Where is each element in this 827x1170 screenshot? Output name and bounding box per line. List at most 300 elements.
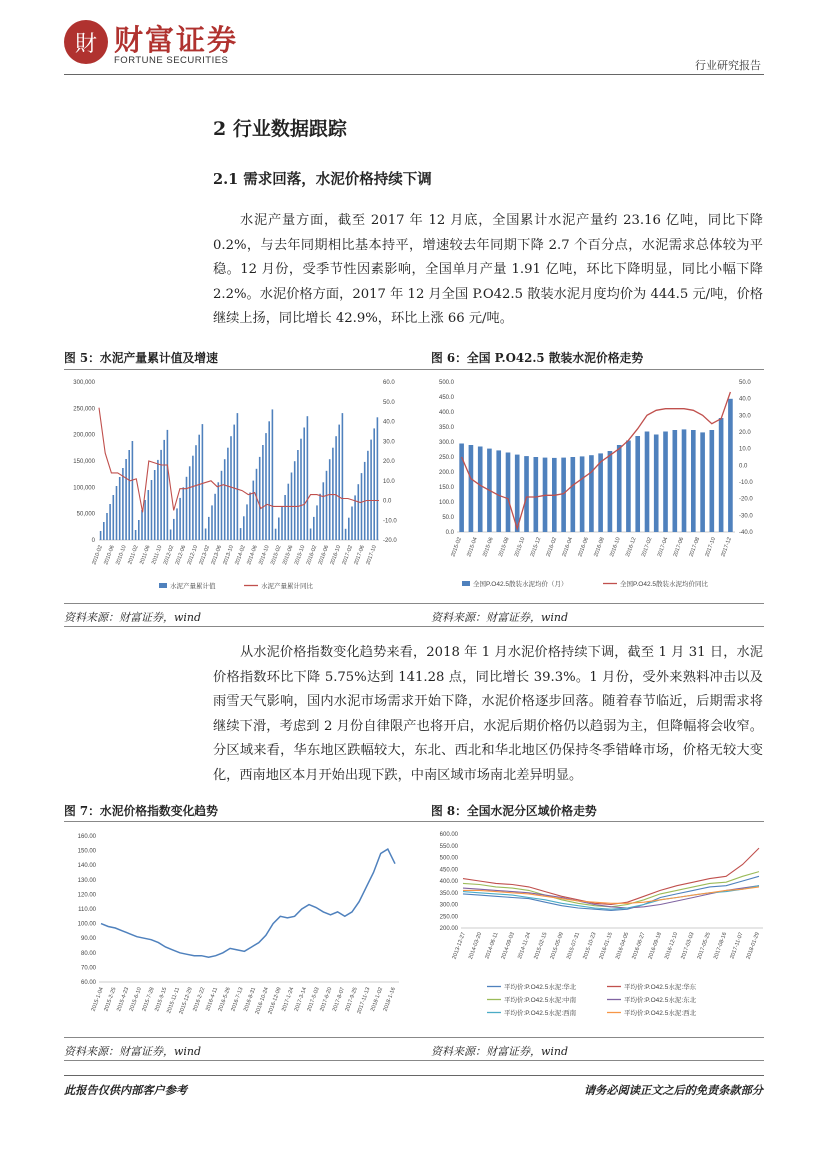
fig5-bar [186, 477, 188, 540]
fig8-y-tick: 250.00 [439, 914, 458, 921]
fig5-bar [138, 520, 140, 540]
fig6-x-tick: 2017-10 [704, 536, 717, 558]
fig6-x-tick: 2016-08 [593, 536, 606, 558]
fig8-x-tick: 2016-12-10 [663, 931, 680, 961]
fig5-x-tick: 2010-02 [91, 544, 104, 566]
fig5-bar [132, 441, 134, 540]
fig8-x-tick: 2015-10-23 [582, 931, 598, 961]
fig6-bar [469, 445, 474, 532]
fig5-bar [192, 456, 194, 540]
fig5-x-tick: 2012-06 [174, 544, 188, 566]
fig7-x-tick: 2016-8-31 [243, 986, 258, 1013]
paragraph-2: 从水泥价格指数变化趋势来看，2018 年 1 月水泥价格持续下调，截至 1 月 31 日，水泥价格指数环比下降 5.75%达到 141.28 点，同比增长 39.3%。1 月份，受外来熟料冲击以及雨雪天气影响，国内水泥市场需求开始下降，水泥价格逐步回落。随着春节临近，后期需求将继续下滑，考虑到 2 月份自律限产也将开启，水泥后期价格仍以趋弱为主，但降幅将会收窄。分区域来看，华东地区跌幅较大，东北、西北和华北地区仍保持冬季错峰市场，价格无较大变化，西南地区本月开始出现下跌，中南区域市场南北差异明显。 [213, 645, 763, 783]
fig5-bar [195, 445, 197, 540]
fig5-right-tick: 20.0 [383, 459, 395, 465]
fig6-title: 图 6：全国 P.O42.5 散装水泥价格走势 [431, 351, 644, 365]
fig5-right-tick: 10.0 [383, 478, 395, 485]
fig6-left-tick: 250.0 [438, 455, 454, 461]
fig8-x-tick: 2014-09-03 [500, 931, 516, 961]
fig6-right-tick: 50.0 [739, 380, 751, 386]
fig6-bar [580, 456, 585, 532]
fig7-x-tick: 2016-4-11 [205, 986, 220, 1012]
fig5-bar [300, 439, 302, 540]
fig5-bar [218, 482, 220, 540]
fig5-x-tick: 2013-06 [210, 544, 224, 566]
fig6-bar [728, 399, 733, 532]
fig5-bar [163, 440, 165, 540]
fig5-bar [240, 528, 242, 540]
fig6-right-tick: -30.0 [739, 513, 753, 520]
fig5-bar [233, 425, 235, 540]
fig5-x-tick: 2011-02 [127, 544, 140, 566]
fig7-y-tick: 60.00 [80, 980, 96, 986]
fig5-bar [119, 477, 121, 540]
fig8-x-tick: 2014-11-24 [517, 931, 533, 960]
fig6-bar [673, 430, 678, 532]
fig5-right-tick: -10.0 [383, 518, 397, 525]
fig5-bar [243, 516, 245, 540]
fig7-x-tick: 2015-6-10 [128, 986, 143, 1013]
fig5-bar [183, 487, 185, 540]
fig8-x-tick: 2017-08-16 [712, 931, 729, 961]
fig5-bar [303, 428, 305, 541]
fig6-bar [635, 436, 640, 532]
fig8-x-tick: 2015-07-31 [565, 931, 582, 961]
fig8-y-tick: 550.00 [439, 843, 458, 850]
fig5-bar [294, 461, 296, 540]
fig5-bar [141, 510, 143, 540]
fig5-bar [358, 484, 360, 540]
footer-rule [64, 1075, 764, 1076]
section-title: 2 行业数据跟踪 [213, 118, 347, 140]
fig5-bar [249, 493, 251, 541]
fig6-x-tick: 2015-06 [482, 536, 495, 558]
fig7-source: 资料来源：财富证券，wind [64, 1045, 202, 1058]
fig5-right-tick: 30.0 [383, 439, 395, 446]
fig8-x-tick: 2017-11-07 [729, 931, 745, 960]
fig6-x-tick: 2017-06 [672, 536, 686, 558]
fig5-bar [370, 440, 372, 540]
fig7-x-tick: 2015-4-23 [116, 986, 131, 1013]
fig6-x-tick: 2016-04 [561, 536, 575, 558]
fig6-bar [524, 456, 529, 532]
fig5-x-tick: 2017-06 [353, 544, 366, 566]
fig5-bar [284, 495, 286, 540]
fig5-bar [208, 517, 210, 540]
fig5-left-tick: 100,000 [73, 485, 95, 492]
fig7-title: 图 7：水泥价格指数变化趋势 [64, 804, 218, 818]
fig5-x-tick: 2017-02 [341, 544, 355, 566]
fig5-bar [256, 469, 258, 540]
fig6-x-tick: 2015-08 [497, 536, 511, 558]
fig8-y-tick: 200.00 [439, 926, 458, 932]
fig5-bar [246, 504, 248, 540]
fig6-left-tick: 0.0 [445, 530, 454, 536]
fig6-bar [682, 429, 687, 532]
fig6-bar [691, 430, 696, 532]
fig7-y-tick: 80.00 [80, 950, 96, 957]
fig8-x-tick: 2016-06-27 [631, 931, 647, 961]
fig6-x-tick: 2016-12 [625, 536, 638, 558]
fig5-x-tick: 2012-10 [186, 544, 200, 566]
fig5-bar [103, 522, 105, 540]
subsection-title: 2.1 需求回落，水泥价格持续下调 [213, 171, 432, 188]
fig6-bar [700, 432, 705, 532]
fig5-left-tick: 0 [91, 538, 95, 544]
fig6-x-tick: 2017-04 [656, 536, 670, 558]
fig6-x-tick: 2017-08 [688, 536, 702, 558]
fig6-x-tick: 2017-02 [640, 536, 654, 558]
fig8-x-tick: 2015-02-15 [533, 931, 549, 961]
fig5-growth-line [99, 408, 379, 513]
fig5-bar [202, 424, 204, 540]
fig7-x-tick: 2017-8-07 [331, 986, 347, 1013]
footer-right: 请务必阅读正文之后的免责条款部分 [583, 1083, 763, 1097]
fig7-y-tick: 100.00 [77, 921, 96, 928]
fig5-bar [224, 459, 226, 540]
fig8-source: 资料来源：财富证券，wind [431, 1045, 569, 1058]
fig8-legend-0-label: 平均价:P.O42.5水泥:华北 [504, 984, 577, 991]
fig6-bar [534, 457, 539, 532]
fig8-y-tick: 600.00 [439, 832, 458, 838]
fig6-x-tick: 2016-06 [577, 536, 590, 558]
fig5-bar [179, 498, 181, 540]
fig7-y-tick: 70.00 [80, 965, 96, 972]
fig6-left-tick: 100.0 [438, 500, 454, 506]
fig6-bar [617, 445, 622, 532]
fig5-x-tick: 2016-10 [329, 544, 343, 566]
fig5-bar [297, 450, 299, 540]
fig6-legend-bar-label: 全国P.O42.5散装水泥均价（月） [473, 581, 568, 588]
fig6-bar [478, 447, 483, 533]
fig5-chart [64, 372, 414, 600]
fig6-bar [654, 435, 659, 533]
fig5-x-tick: 2011-06 [139, 544, 152, 566]
fig8-title: 图 8：全国水泥分区域价格走势 [431, 804, 597, 818]
fig6-right-tick: -40.0 [739, 530, 753, 536]
brand-name-en: FORTUNE SECURITIES [114, 55, 229, 66]
fig6-right-tick: 20.0 [739, 430, 751, 436]
fig5-bar [332, 448, 334, 540]
fig5-bar [342, 413, 344, 540]
fig-row2-bottom-rule [64, 1037, 764, 1038]
fig5-bar [144, 500, 146, 540]
fig7-x-tick: 2015-11-11 [166, 986, 182, 1015]
fig6-bar [496, 450, 501, 532]
fig5-x-tick: 2010-10 [115, 544, 128, 566]
fig5-x-tick: 2017-10 [365, 544, 378, 566]
fig5-title: 图 5：水泥产量累计值及增速 [64, 351, 218, 365]
fig5-left-tick: 150,000 [73, 459, 95, 465]
fig8-x-tick: 2017-05-25 [696, 931, 712, 961]
fig6-right-tick: -10.0 [739, 480, 753, 486]
fig7-x-tick: 2017-5-03 [306, 986, 321, 1013]
fig6-right-tick: 30.0 [739, 413, 751, 420]
fig5-bar [354, 495, 356, 540]
fig5-right-tick: 40.0 [383, 419, 395, 426]
fig7-x-tick: 2016-7-13 [230, 986, 245, 1013]
fig6-bar [571, 457, 576, 532]
fig8-y-tick: 450.00 [439, 867, 458, 874]
footer-left: 此报告仅供内部客户参考 [64, 1083, 188, 1097]
fig5-legend-bar-label: 水泥产量累计值 [170, 583, 216, 590]
fig5-bar [367, 451, 369, 540]
fig7-x-tick: 2016-2-22 [192, 986, 207, 1013]
fig5-x-tick: 2014-02 [234, 544, 247, 566]
fig6-left-tick: 50.0 [442, 515, 454, 521]
fig5-bar [189, 466, 191, 540]
fig5-bar [237, 413, 239, 540]
fig7-x-tick: 2017-6-20 [319, 986, 334, 1013]
fig8-x-tick: 2016-09-18 [647, 931, 663, 961]
fig5-bar [338, 425, 340, 540]
fig6-x-tick: 2015-10 [513, 536, 527, 558]
fig5-left-tick: 300,000 [73, 380, 95, 386]
fig5-bar [262, 445, 264, 540]
paragraph-1: 水泥产量方面，截至 2017 年 12 月底，全国累计水泥产量约 23.16 亿吨，同比下降 0.2%，与去年同期相比基本持平，增速较去年同期下降 2.7 个百分点，水泥需求总体较为平稳。12 月份，受季节性因素影响，全国单月产量 1.91 亿吨，环比下降明显，同比小幅下降 2.2%。水泥价格方面，2017 年 12 月全国 P.O42.5 散装水泥月度均价为 444.5 元/吨，价格继续上扬，同比增长 42.9%，环比上涨 66 元/吨。 [213, 213, 763, 327]
fig7-y-tick: 130.00 [77, 877, 96, 884]
fig5-bar [167, 430, 169, 540]
brand-name-cn: 财富证券 [114, 23, 239, 57]
fig5-left-tick: 200,000 [73, 432, 95, 439]
fig5-bar [205, 529, 207, 541]
fig5-right-tick: -20.0 [383, 538, 397, 544]
fig8-y-tick: 400.00 [439, 879, 458, 885]
fig7-index-line [101, 849, 395, 957]
fig6-chart [427, 372, 767, 600]
fig8-legend-3-label: 平均价:P.O42.5水泥:东北 [624, 997, 697, 1004]
header-rule [64, 74, 764, 75]
fig5-x-tick: 2012-02 [162, 544, 176, 566]
fig5-bar [198, 435, 200, 540]
fig5-x-tick: 2010-06 [103, 544, 116, 566]
fig5-bar [151, 480, 153, 540]
fig6-x-tick: 2017-12 [720, 536, 733, 558]
fig5-bar [373, 428, 375, 540]
fig5-x-tick: 2011-10 [151, 544, 164, 566]
fig5-bar [176, 508, 178, 540]
fig8-legend-1-label: 平均价:P.O42.5水泥:华东 [624, 984, 697, 991]
fig5-legend-line-label: 水泥产量累计同比 [261, 583, 313, 590]
fig8-legend-5-label: 平均价:P.O42.5水泥:西北 [624, 1010, 697, 1017]
fig7-x-tick: 2017-9-25 [344, 986, 359, 1013]
fig7-x-tick: 2016-5-26 [217, 986, 232, 1013]
fig5-bar [100, 531, 102, 540]
fig7-y-tick: 110.00 [78, 907, 96, 913]
fig5-right-tick: 0.0 [383, 498, 392, 505]
fig7-y-tick: 90.00 [80, 936, 96, 943]
fig8-legend-4-label: 平均价:P.O42.5水泥:西南 [504, 1010, 577, 1017]
fig6-bar [608, 451, 613, 532]
fig5-bar [268, 421, 270, 540]
fig5-bar [211, 505, 213, 540]
fig5-bar [173, 519, 175, 540]
fig6-bar [598, 453, 603, 532]
fig5-bar [335, 436, 337, 540]
fig-row2-source-rule [64, 1060, 764, 1061]
fig5-x-tick: 2013-10 [222, 544, 235, 566]
fig6-x-tick: 2015-04 [466, 536, 479, 558]
fig8-x-tick: 2016-01-15 [598, 931, 614, 961]
fig7-y-tick: 160.00 [77, 834, 96, 840]
fig6-left-tick: 150.0 [438, 485, 454, 491]
fig5-bar [313, 517, 315, 540]
fig7-x-tick: 2015-2-25 [103, 986, 118, 1013]
fig7-y-tick: 140.00 [77, 863, 96, 870]
fig6-x-tick: 2016-10 [609, 536, 622, 558]
fig6-source: 资料来源：财富证券，wind [431, 611, 569, 624]
fig-row1-source-rule [64, 626, 764, 627]
fig5-bar [170, 530, 172, 541]
fig5-bar [253, 481, 255, 540]
fig8-x-tick: 2017-03-03 [680, 931, 696, 961]
fig5-bar [135, 530, 137, 540]
report-type: 行业研究报告 [695, 59, 761, 72]
fig8-x-tick: 2014-06-11 [484, 931, 500, 960]
fig6-bar [561, 458, 566, 532]
fig5-bar [148, 490, 150, 540]
fig8-y-tick: 300.00 [439, 902, 458, 909]
fig6-left-tick: 300.0 [438, 440, 454, 446]
fig5-bar [316, 505, 318, 540]
fig7-x-tick: 2016-10-24 [254, 986, 270, 1016]
fig8-y-tick: 350.00 [439, 890, 458, 897]
fig6-left-tick: 500.0 [438, 380, 454, 386]
fig7-y-tick: 120.00 [77, 892, 96, 899]
fig8-x-tick: 2013-12-27 [451, 931, 467, 961]
fig6-bar [719, 418, 724, 532]
fig6-left-tick: 200.0 [438, 470, 454, 476]
fig5-bar [319, 494, 321, 540]
fig5-x-tick: 2013-02 [198, 544, 212, 566]
fig5-x-tick: 2014-10 [258, 544, 271, 566]
fig7-x-tick: 2015-1-04 [90, 986, 105, 1013]
fig-row2-top-rule [64, 821, 764, 822]
fig5-bar [157, 460, 159, 540]
fig5-bar [326, 471, 328, 540]
fig-row1-bottom-rule [64, 603, 764, 604]
fig5-bar [106, 513, 108, 540]
fig5-x-tick: 2016-02 [305, 544, 319, 566]
fig7-x-tick: 2017-3-14 [293, 986, 309, 1013]
fig5-x-tick: 2015-06 [281, 544, 295, 566]
fig5-bar [214, 494, 216, 540]
fig6-bar [710, 430, 715, 532]
fig5-x-tick: 2015-10 [293, 544, 307, 566]
fig6-bar [589, 455, 594, 532]
fig5-bar [160, 450, 162, 540]
fig6-legend-line-label: 全国P.O42.5散装水泥均价同比 [620, 581, 709, 588]
fig8-series-line-1 [463, 848, 759, 904]
fig5-bar [345, 529, 347, 540]
fig5-bar [307, 416, 309, 540]
fig5-bar [272, 409, 274, 540]
fig5-bar [116, 486, 118, 540]
fig6-legend-bar-swatch [462, 581, 470, 586]
fig5-bar [122, 468, 124, 540]
fig5-x-tick: 2016-06 [317, 544, 331, 566]
fig6-x-tick: 2015-12 [529, 536, 543, 558]
fig5-left-tick: 250,000 [73, 406, 95, 413]
fig7-y-tick: 150.00 [77, 848, 96, 855]
fig5-x-tick: 2015-02 [270, 544, 283, 566]
fig5-bar [361, 473, 363, 540]
fig7-chart [64, 824, 414, 1034]
fig5-bar [348, 518, 350, 540]
fig8-chart [427, 824, 767, 1034]
fig5-bar [329, 459, 331, 540]
fig8-series-line-2 [463, 872, 759, 907]
fig5-legend-bar-swatch [159, 583, 167, 588]
fig5-bar [310, 529, 312, 541]
fig7-x-tick: 2015-12-29 [178, 986, 194, 1016]
fig5-bar [221, 471, 223, 540]
fig6-bar [459, 444, 464, 533]
fig5-bar [128, 450, 130, 540]
fig5-right-tick: 60.0 [383, 380, 395, 386]
fig-row1-top-rule [64, 369, 764, 370]
fig5-bar [278, 518, 280, 541]
fig5-bar [154, 470, 156, 540]
fig8-x-tick: 2018-01-29 [745, 931, 761, 961]
fig7-x-tick: 2017-11-13 [356, 986, 372, 1015]
fig6-bar [515, 455, 520, 532]
fig7-x-tick: 2015-7-28 [141, 986, 156, 1013]
fig6-right-tick: -20.0 [739, 496, 753, 503]
fig6-bar [645, 432, 650, 533]
fig5-bar [109, 504, 111, 540]
fig5-bar [275, 529, 277, 540]
fig6-x-tick: 2015-02 [450, 536, 463, 558]
fig7-x-tick: 2016-12-09 [267, 986, 283, 1016]
fig5-bar [230, 436, 232, 540]
fig5-bar [281, 506, 283, 540]
fig6-bar [663, 432, 668, 533]
fig5-bar [125, 459, 127, 540]
logo-icon: 財 [64, 20, 108, 64]
fig5-bar [265, 433, 267, 540]
fig6-bar [626, 441, 631, 533]
fig5-bar [377, 417, 379, 540]
fig7-x-tick: 2018-1-16 [382, 986, 397, 1013]
fig5-bar [227, 448, 229, 540]
fig7-x-tick: 2017-1-24 [281, 986, 296, 1013]
fig8-x-tick: 2015-05-09 [549, 931, 565, 961]
fig6-right-tick: 10.0 [739, 446, 751, 453]
fig6-bar [506, 453, 511, 533]
fig8-x-tick: 2016-04-05 [614, 931, 631, 961]
fig7-x-tick: 2018-1-02 [369, 986, 385, 1013]
fig5-source: 资料来源：财富证券，wind [64, 611, 202, 624]
fig5-x-tick: 2014-06 [246, 544, 259, 566]
fig5-right-tick: 50.0 [383, 399, 395, 406]
fig5-bar [259, 457, 261, 540]
fig6-right-tick: 40.0 [739, 396, 751, 403]
fig6-left-tick: 350.0 [438, 425, 454, 431]
fig5-bar [351, 507, 353, 541]
fig6-x-tick: 2016-02 [545, 536, 559, 558]
fig5-bar [323, 482, 325, 540]
fig6-left-tick: 450.0 [438, 395, 454, 401]
fig6-left-tick: 400.0 [438, 410, 454, 416]
fig8-y-tick: 500.00 [439, 855, 458, 862]
fig5-bar [113, 495, 115, 540]
fig5-left-tick: 50,000 [76, 511, 95, 518]
fig6-yoy-line [462, 392, 731, 529]
fig6-right-tick: 0.0 [739, 463, 748, 470]
fig8-x-tick: 2014-03-20 [467, 931, 484, 961]
fig7-x-tick: 2015-9-15 [154, 986, 169, 1013]
